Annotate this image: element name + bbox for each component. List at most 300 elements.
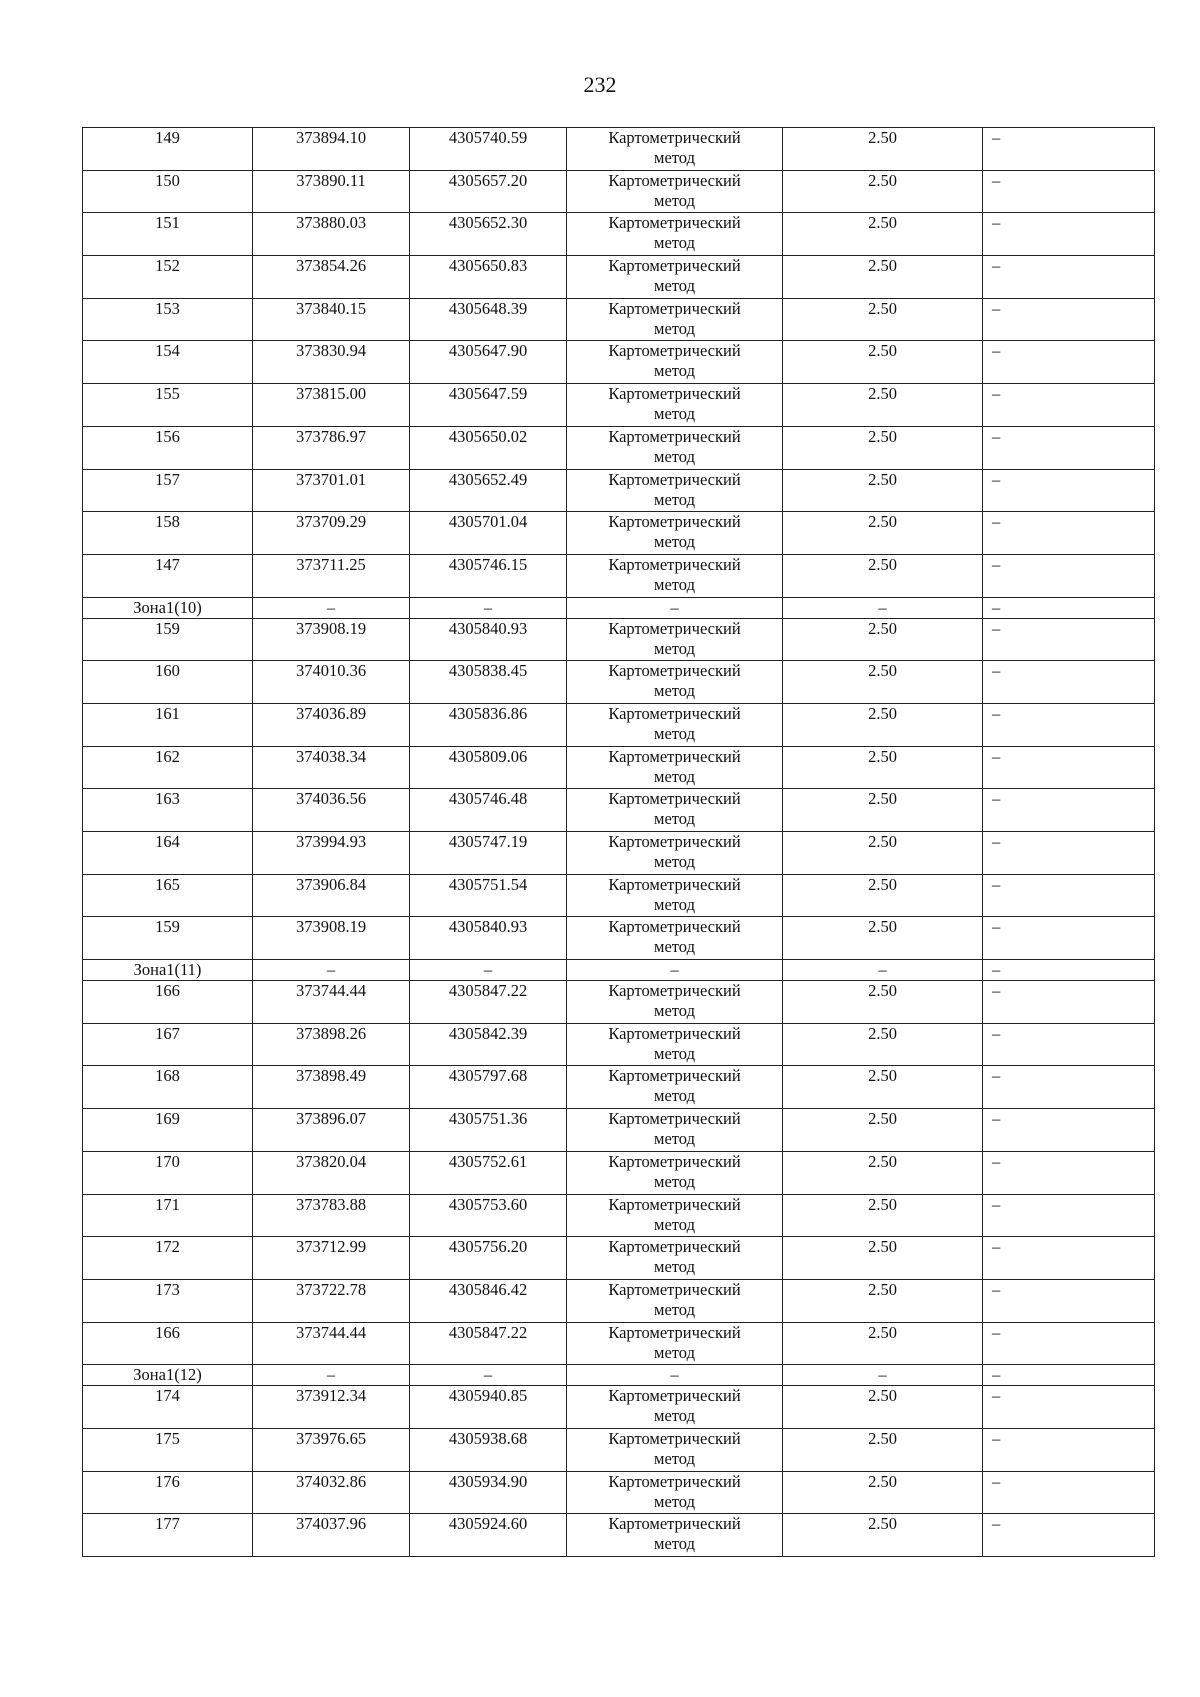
method-line: Картометрический bbox=[608, 1109, 741, 1129]
x-coordinate-cell: 374036.89 bbox=[253, 703, 410, 746]
method-cell bbox=[567, 426, 783, 469]
method-line: метод bbox=[654, 1129, 695, 1149]
method-line: Картометрический bbox=[608, 512, 741, 532]
point-number-cell: 166 bbox=[83, 1322, 253, 1365]
method-cell bbox=[567, 1194, 783, 1237]
table-row bbox=[83, 170, 1155, 213]
method-cell bbox=[567, 789, 783, 832]
method-line: Картометрический bbox=[608, 618, 741, 638]
x-coordinate-cell: 373908.19 bbox=[253, 618, 410, 661]
point-number-cell: 156 bbox=[83, 426, 253, 469]
y-coordinate-cell: 4305740.59 bbox=[410, 128, 567, 171]
method-line: метод bbox=[654, 1171, 695, 1191]
table-row bbox=[83, 554, 1155, 597]
y-coordinate-cell: 4305746.15 bbox=[410, 554, 567, 597]
y-coordinate-cell: – bbox=[410, 1365, 567, 1386]
method-cell bbox=[567, 1386, 783, 1429]
method-cell bbox=[567, 128, 783, 171]
table-row bbox=[83, 341, 1155, 384]
method-line: – bbox=[670, 1365, 679, 1385]
note-cell: – bbox=[983, 213, 1155, 256]
x-coordinate-cell: 374010.36 bbox=[253, 661, 410, 704]
method-line: метод bbox=[654, 489, 695, 509]
table-row bbox=[83, 661, 1155, 704]
point-number-cell: 157 bbox=[83, 469, 253, 512]
accuracy-cell: 2.50 bbox=[783, 1151, 983, 1194]
method-cell bbox=[567, 618, 783, 661]
y-coordinate-cell: 4305797.68 bbox=[410, 1066, 567, 1109]
note-cell: – bbox=[983, 661, 1155, 704]
accuracy-cell: 2.50 bbox=[783, 746, 983, 789]
point-number-cell: 175 bbox=[83, 1428, 253, 1471]
note-cell: – bbox=[983, 1151, 1155, 1194]
accuracy-cell: 2.50 bbox=[783, 1428, 983, 1471]
point-number-cell: 167 bbox=[83, 1023, 253, 1066]
x-coordinate-cell: 373712.99 bbox=[253, 1237, 410, 1280]
y-coordinate-cell: 4305753.60 bbox=[410, 1194, 567, 1237]
method-line: метод bbox=[654, 937, 695, 957]
method-line: Картометрический bbox=[608, 1023, 741, 1043]
point-number-cell: 166 bbox=[83, 981, 253, 1024]
method-cell bbox=[567, 256, 783, 299]
point-number-cell: 160 bbox=[83, 661, 253, 704]
point-number-cell: 155 bbox=[83, 384, 253, 427]
point-number-cell: 149 bbox=[83, 128, 253, 171]
table-row bbox=[83, 213, 1155, 256]
accuracy-cell: 2.50 bbox=[783, 661, 983, 704]
note-cell: – bbox=[983, 1365, 1155, 1386]
y-coordinate-cell: 4305756.20 bbox=[410, 1237, 567, 1280]
method-cell bbox=[567, 1109, 783, 1152]
note-cell: – bbox=[983, 1471, 1155, 1514]
method-cell bbox=[567, 703, 783, 746]
y-coordinate-cell: 4305751.36 bbox=[410, 1109, 567, 1152]
point-number-cell: 154 bbox=[83, 341, 253, 384]
method-cell bbox=[567, 384, 783, 427]
method-line: метод bbox=[654, 1406, 695, 1426]
y-coordinate-cell: 4305840.93 bbox=[410, 618, 567, 661]
table-row bbox=[83, 426, 1155, 469]
note-cell: – bbox=[983, 1279, 1155, 1322]
accuracy-cell: 2.50 bbox=[783, 170, 983, 213]
method-line: метод bbox=[654, 638, 695, 658]
table-row bbox=[83, 1109, 1155, 1152]
accuracy-cell: – bbox=[783, 1365, 983, 1386]
point-number-cell: 163 bbox=[83, 789, 253, 832]
point-number-cell: 165 bbox=[83, 874, 253, 917]
x-coordinate-cell: 373894.10 bbox=[253, 128, 410, 171]
x-coordinate-cell: 373912.34 bbox=[253, 1386, 410, 1429]
y-coordinate-cell: 4305924.60 bbox=[410, 1514, 567, 1557]
method-line: метод bbox=[654, 1214, 695, 1234]
table-row bbox=[83, 1151, 1155, 1194]
note-cell: – bbox=[983, 1514, 1155, 1557]
method-line: Картометрический bbox=[608, 1322, 741, 1342]
x-coordinate-cell: 374037.96 bbox=[253, 1514, 410, 1557]
accuracy-cell: 2.50 bbox=[783, 341, 983, 384]
method-line: Картометрический bbox=[608, 703, 741, 723]
accuracy-cell: 2.50 bbox=[783, 512, 983, 555]
x-coordinate-cell: 373976.65 bbox=[253, 1428, 410, 1471]
y-coordinate-cell: 4305747.19 bbox=[410, 832, 567, 875]
zone-header-row bbox=[83, 597, 1155, 618]
accuracy-cell: 2.50 bbox=[783, 128, 983, 171]
method-line: Картометрический bbox=[608, 341, 741, 361]
x-coordinate-cell: 373908.19 bbox=[253, 917, 410, 960]
method-cell bbox=[567, 512, 783, 555]
method-line: метод bbox=[654, 446, 695, 466]
method-cell bbox=[567, 981, 783, 1024]
x-coordinate-cell: 373709.29 bbox=[253, 512, 410, 555]
accuracy-cell: 2.50 bbox=[783, 1386, 983, 1429]
y-coordinate-cell: 4305840.93 bbox=[410, 917, 567, 960]
accuracy-cell: 2.50 bbox=[783, 213, 983, 256]
note-cell: – bbox=[983, 917, 1155, 960]
point-number-cell: Зона1(11) bbox=[83, 960, 253, 981]
y-coordinate-cell: 4305752.61 bbox=[410, 1151, 567, 1194]
coordinates-table bbox=[82, 127, 1155, 1557]
point-number-cell: 168 bbox=[83, 1066, 253, 1109]
y-coordinate-cell: 4305647.90 bbox=[410, 341, 567, 384]
y-coordinate-cell: 4305746.48 bbox=[410, 789, 567, 832]
y-coordinate-cell: 4305650.02 bbox=[410, 426, 567, 469]
y-coordinate-cell: 4305838.45 bbox=[410, 661, 567, 704]
method-cell bbox=[567, 1428, 783, 1471]
accuracy-cell: 2.50 bbox=[783, 1237, 983, 1280]
y-coordinate-cell: 4305701.04 bbox=[410, 512, 567, 555]
point-number-cell: 177 bbox=[83, 1514, 253, 1557]
method-line: – bbox=[670, 597, 679, 617]
method-line: Картометрический bbox=[608, 917, 741, 937]
method-cell bbox=[567, 170, 783, 213]
note-cell: – bbox=[983, 1066, 1155, 1109]
point-number-cell: 172 bbox=[83, 1237, 253, 1280]
x-coordinate-cell: 373906.84 bbox=[253, 874, 410, 917]
y-coordinate-cell: 4305652.30 bbox=[410, 213, 567, 256]
x-coordinate-cell: 373830.94 bbox=[253, 341, 410, 384]
x-coordinate-cell: 374038.34 bbox=[253, 746, 410, 789]
method-line: метод bbox=[654, 1299, 695, 1319]
table-row bbox=[83, 469, 1155, 512]
table-row bbox=[83, 1237, 1155, 1280]
x-coordinate-cell: 373786.97 bbox=[253, 426, 410, 469]
method-line: метод bbox=[654, 766, 695, 786]
table-row bbox=[83, 1322, 1155, 1365]
method-cell bbox=[567, 469, 783, 512]
x-coordinate-cell: 374036.56 bbox=[253, 789, 410, 832]
table-row bbox=[83, 1066, 1155, 1109]
method-line: Картометрический bbox=[608, 661, 741, 681]
y-coordinate-cell: 4305809.06 bbox=[410, 746, 567, 789]
table-row bbox=[83, 1514, 1155, 1557]
accuracy-cell: 2.50 bbox=[783, 1514, 983, 1557]
x-coordinate-cell: 373896.07 bbox=[253, 1109, 410, 1152]
note-cell: – bbox=[983, 1109, 1155, 1152]
x-coordinate-cell: 374032.86 bbox=[253, 1471, 410, 1514]
accuracy-cell: – bbox=[783, 960, 983, 981]
point-number-cell: 174 bbox=[83, 1386, 253, 1429]
point-number-cell: 153 bbox=[83, 298, 253, 341]
note-cell: – bbox=[983, 618, 1155, 661]
accuracy-cell: 2.50 bbox=[783, 917, 983, 960]
method-line: Картометрический bbox=[608, 554, 741, 574]
point-number-cell: 161 bbox=[83, 703, 253, 746]
method-line: Картометрический bbox=[608, 426, 741, 446]
zone-header-row bbox=[83, 1365, 1155, 1386]
page-number: 232 bbox=[583, 72, 617, 97]
point-number-cell: 164 bbox=[83, 832, 253, 875]
method-cell bbox=[567, 832, 783, 875]
x-coordinate-cell: 373994.93 bbox=[253, 832, 410, 875]
method-line: метод bbox=[654, 233, 695, 253]
accuracy-cell: 2.50 bbox=[783, 256, 983, 299]
y-coordinate-cell: 4305938.68 bbox=[410, 1428, 567, 1471]
point-number-cell: 162 bbox=[83, 746, 253, 789]
method-line: Картометрический bbox=[608, 384, 741, 404]
method-line: Картометрический bbox=[608, 298, 741, 318]
method-line: метод bbox=[654, 681, 695, 701]
method-line: метод bbox=[654, 1257, 695, 1277]
table-row bbox=[83, 384, 1155, 427]
method-line: Картометрический bbox=[608, 832, 741, 851]
x-coordinate-cell: 373783.88 bbox=[253, 1194, 410, 1237]
table-row bbox=[83, 618, 1155, 661]
method-line: Картометрический bbox=[608, 128, 741, 147]
method-cell bbox=[567, 1471, 783, 1514]
method-line: Картометрический bbox=[608, 1151, 741, 1171]
method-line: метод bbox=[654, 894, 695, 914]
y-coordinate-cell: 4305846.42 bbox=[410, 1279, 567, 1322]
note-cell: – bbox=[983, 1023, 1155, 1066]
method-line: Картометрический bbox=[608, 746, 741, 766]
method-cell bbox=[567, 597, 783, 618]
method-cell bbox=[567, 1237, 783, 1280]
method-cell bbox=[567, 661, 783, 704]
note-cell: – bbox=[983, 128, 1155, 171]
accuracy-cell: 2.50 bbox=[783, 426, 983, 469]
method-line: Картометрический bbox=[608, 1237, 741, 1257]
note-cell: – bbox=[983, 832, 1155, 875]
note-cell: – bbox=[983, 298, 1155, 341]
note-cell: – bbox=[983, 512, 1155, 555]
note-cell: – bbox=[983, 256, 1155, 299]
method-cell bbox=[567, 554, 783, 597]
table-row bbox=[83, 703, 1155, 746]
accuracy-cell: 2.50 bbox=[783, 298, 983, 341]
y-coordinate-cell: 4305652.49 bbox=[410, 469, 567, 512]
note-cell: – bbox=[983, 960, 1155, 981]
y-coordinate-cell: 4305648.39 bbox=[410, 298, 567, 341]
table-row bbox=[83, 917, 1155, 960]
x-coordinate-cell: 373854.26 bbox=[253, 256, 410, 299]
accuracy-cell: 2.50 bbox=[783, 981, 983, 1024]
table-row bbox=[83, 256, 1155, 299]
coordinates-table-body bbox=[83, 128, 1155, 1557]
point-number-cell: 152 bbox=[83, 256, 253, 299]
point-number-cell: Зона1(12) bbox=[83, 1365, 253, 1386]
method-cell bbox=[567, 1151, 783, 1194]
method-cell bbox=[567, 1023, 783, 1066]
point-number-cell: 150 bbox=[83, 170, 253, 213]
accuracy-cell: 2.50 bbox=[783, 554, 983, 597]
x-coordinate-cell: 373711.25 bbox=[253, 554, 410, 597]
method-line: Картометрический bbox=[608, 789, 741, 809]
y-coordinate-cell: 4305836.86 bbox=[410, 703, 567, 746]
method-line: метод bbox=[654, 148, 695, 167]
table-row bbox=[83, 1471, 1155, 1514]
method-cell bbox=[567, 1365, 783, 1386]
method-line: Картометрический bbox=[608, 170, 741, 190]
method-cell bbox=[567, 746, 783, 789]
y-coordinate-cell: 4305842.39 bbox=[410, 1023, 567, 1066]
point-number-cell: 159 bbox=[83, 917, 253, 960]
method-line: метод bbox=[654, 190, 695, 210]
note-cell: – bbox=[983, 469, 1155, 512]
method-cell bbox=[567, 1514, 783, 1557]
note-cell: – bbox=[983, 703, 1155, 746]
accuracy-cell: 2.50 bbox=[783, 1471, 983, 1514]
note-cell: – bbox=[983, 1322, 1155, 1365]
method-line: метод bbox=[654, 1448, 695, 1468]
method-line: метод bbox=[654, 404, 695, 424]
table-row bbox=[83, 1279, 1155, 1322]
table-row bbox=[83, 746, 1155, 789]
method-line: Картометрический bbox=[608, 1514, 741, 1534]
point-number-cell: Зона1(10) bbox=[83, 597, 253, 618]
point-number-cell: 169 bbox=[83, 1109, 253, 1152]
table-row bbox=[83, 1194, 1155, 1237]
method-line: метод bbox=[654, 1086, 695, 1106]
x-coordinate-cell: 373840.15 bbox=[253, 298, 410, 341]
note-cell: – bbox=[983, 597, 1155, 618]
method-line: метод bbox=[654, 1342, 695, 1362]
method-line: Картометрический bbox=[608, 1194, 741, 1214]
method-line: Картометрический bbox=[608, 256, 741, 276]
method-cell bbox=[567, 874, 783, 917]
table-row bbox=[83, 298, 1155, 341]
method-line: метод bbox=[654, 1043, 695, 1063]
note-cell: – bbox=[983, 341, 1155, 384]
method-line: метод bbox=[654, 318, 695, 338]
y-coordinate-cell: 4305647.59 bbox=[410, 384, 567, 427]
method-line: метод bbox=[654, 852, 695, 871]
point-number-cell: 170 bbox=[83, 1151, 253, 1194]
note-cell: – bbox=[983, 746, 1155, 789]
x-coordinate-cell: 373815.00 bbox=[253, 384, 410, 427]
method-cell bbox=[567, 1066, 783, 1109]
y-coordinate-cell: 4305940.85 bbox=[410, 1386, 567, 1429]
method-cell bbox=[567, 213, 783, 256]
x-coordinate-cell: 373744.44 bbox=[253, 981, 410, 1024]
x-coordinate-cell: 373701.01 bbox=[253, 469, 410, 512]
y-coordinate-cell: 4305650.83 bbox=[410, 256, 567, 299]
accuracy-cell: 2.50 bbox=[783, 703, 983, 746]
method-line: метод bbox=[654, 1534, 695, 1554]
point-number-cell: 173 bbox=[83, 1279, 253, 1322]
y-coordinate-cell: 4305751.54 bbox=[410, 874, 567, 917]
y-coordinate-cell: 4305934.90 bbox=[410, 1471, 567, 1514]
note-cell: – bbox=[983, 554, 1155, 597]
x-coordinate-cell: 373722.78 bbox=[253, 1279, 410, 1322]
method-line: Картометрический bbox=[608, 469, 741, 489]
point-number-cell: 158 bbox=[83, 512, 253, 555]
note-cell: – bbox=[983, 981, 1155, 1024]
x-coordinate-cell: 373890.11 bbox=[253, 170, 410, 213]
x-coordinate-cell: – bbox=[253, 597, 410, 618]
point-number-cell: 176 bbox=[83, 1471, 253, 1514]
y-coordinate-cell: – bbox=[410, 960, 567, 981]
method-cell bbox=[567, 341, 783, 384]
accuracy-cell: 2.50 bbox=[783, 1322, 983, 1365]
y-coordinate-cell: – bbox=[410, 597, 567, 618]
note-cell: – bbox=[983, 874, 1155, 917]
note-cell: – bbox=[983, 1194, 1155, 1237]
table-row bbox=[83, 874, 1155, 917]
accuracy-cell: 2.50 bbox=[783, 789, 983, 832]
zone-header-row bbox=[83, 960, 1155, 981]
method-line: метод bbox=[654, 1001, 695, 1021]
point-number-cell: 159 bbox=[83, 618, 253, 661]
method-line: метод bbox=[654, 723, 695, 743]
accuracy-cell: 2.50 bbox=[783, 1194, 983, 1237]
note-cell: – bbox=[983, 789, 1155, 832]
method-line: метод bbox=[654, 532, 695, 552]
note-cell: – bbox=[983, 426, 1155, 469]
accuracy-cell: 2.50 bbox=[783, 874, 983, 917]
x-coordinate-cell: – bbox=[253, 960, 410, 981]
method-line: метод bbox=[654, 809, 695, 829]
method-cell bbox=[567, 1322, 783, 1365]
note-cell: – bbox=[983, 1428, 1155, 1471]
method-cell bbox=[567, 960, 783, 981]
accuracy-cell: 2.50 bbox=[783, 832, 983, 875]
method-line: Картометрический bbox=[608, 981, 741, 1001]
accuracy-cell: 2.50 bbox=[783, 1109, 983, 1152]
accuracy-cell: 2.50 bbox=[783, 1023, 983, 1066]
method-line: метод bbox=[654, 276, 695, 296]
accuracy-cell: – bbox=[783, 597, 983, 618]
x-coordinate-cell: 373898.49 bbox=[253, 1066, 410, 1109]
method-line: метод bbox=[654, 574, 695, 594]
method-line: Картометрический bbox=[608, 874, 741, 894]
x-coordinate-cell: 373744.44 bbox=[253, 1322, 410, 1365]
note-cell: – bbox=[983, 1386, 1155, 1429]
table-row bbox=[83, 789, 1155, 832]
method-line: метод bbox=[654, 1491, 695, 1511]
method-line: Картометрический bbox=[608, 1386, 741, 1406]
x-coordinate-cell: – bbox=[253, 1365, 410, 1386]
accuracy-cell: 2.50 bbox=[783, 1066, 983, 1109]
x-coordinate-cell: 373898.26 bbox=[253, 1023, 410, 1066]
table-row bbox=[83, 981, 1155, 1024]
table-row bbox=[83, 832, 1155, 875]
method-line: Картометрический bbox=[608, 213, 741, 233]
table-row bbox=[83, 1386, 1155, 1429]
note-cell: – bbox=[983, 170, 1155, 213]
y-coordinate-cell: 4305847.22 bbox=[410, 1322, 567, 1365]
method-line: Картометрический bbox=[608, 1428, 741, 1448]
accuracy-cell: 2.50 bbox=[783, 469, 983, 512]
method-cell bbox=[567, 298, 783, 341]
y-coordinate-cell: 4305657.20 bbox=[410, 170, 567, 213]
point-number-cell: 147 bbox=[83, 554, 253, 597]
accuracy-cell: 2.50 bbox=[783, 384, 983, 427]
method-line: Картометрический bbox=[608, 1279, 741, 1299]
note-cell: – bbox=[983, 1237, 1155, 1280]
method-line: метод bbox=[654, 361, 695, 381]
accuracy-cell: 2.50 bbox=[783, 618, 983, 661]
method-line: – bbox=[670, 960, 679, 980]
